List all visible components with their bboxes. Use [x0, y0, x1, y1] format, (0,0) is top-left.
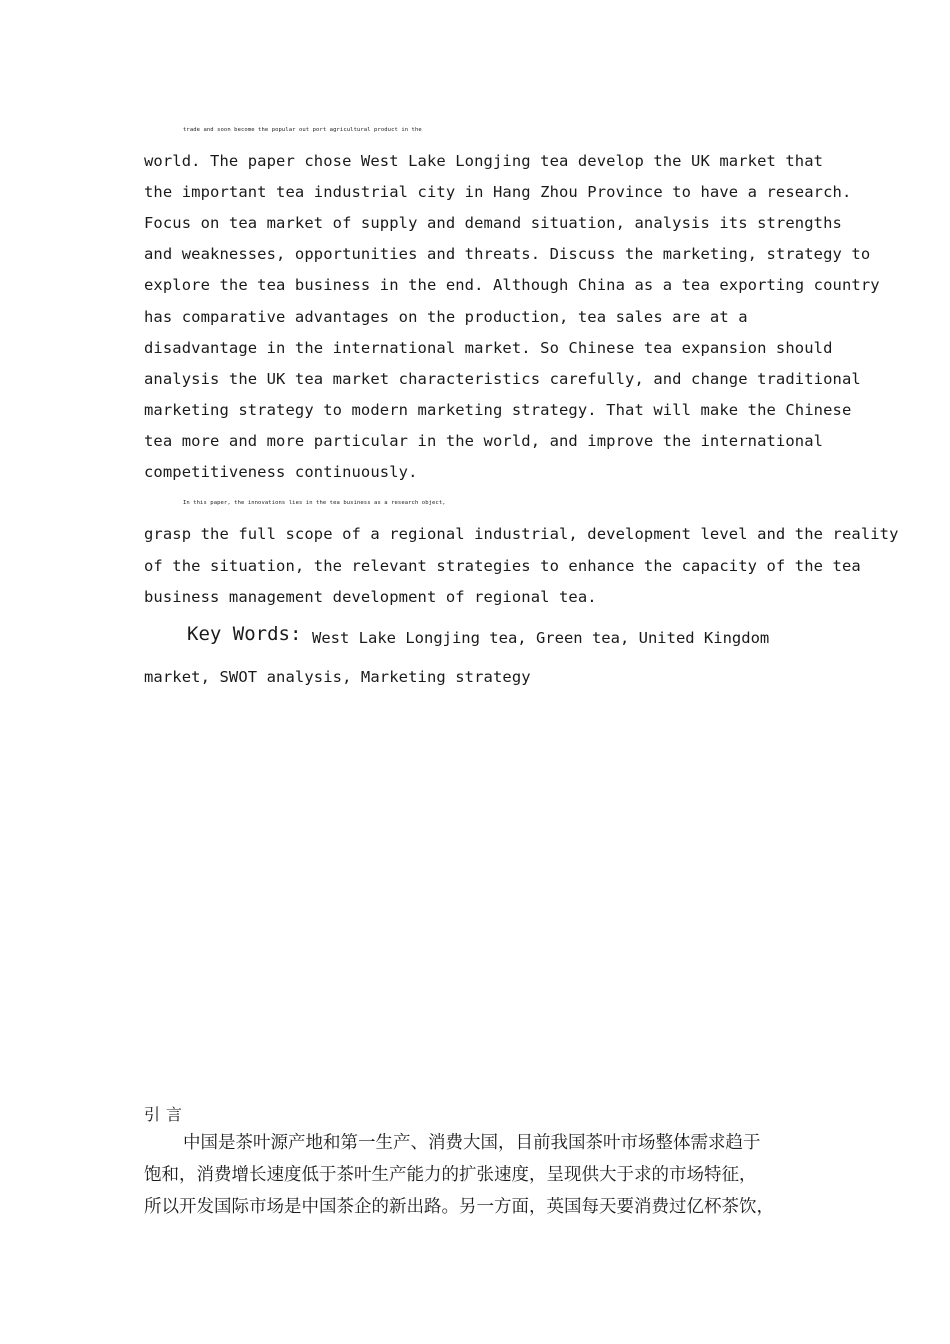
- abstract-line: competitiveness continuously.: [144, 463, 418, 481]
- intro-line: 所以开发国际市场是中国茶企的新出路。另一方面，英国每天要消费过亿杯茶饮，: [144, 1197, 774, 1217]
- abstract-line: of the situation, the relevant strategies to enhance the capacity of the tea: [144, 557, 861, 575]
- intro-heading: 引言: [144, 1105, 189, 1124]
- abstract-line: Focus on tea market of supply and demand situation, analysis its strengths: [144, 214, 842, 232]
- abstract-line: and weaknesses, opportunities and threats. Discuss the marketing, strategy to: [144, 245, 871, 263]
- keywords-text: West Lake Longjing tea, Green tea, United Kingdom: [312, 629, 770, 647]
- abstract-line: In this paper, the innovations lies in the tea business as a research object,: [183, 500, 446, 506]
- abstract-line: the important tea industrial city in Hang Zhou Province to have a research.: [144, 183, 852, 201]
- abstract-line: grasp the full scope of a regional industrial, development level and the reality: [144, 525, 899, 543]
- keywords-text: market, SWOT analysis, Marketing strategy: [144, 668, 531, 686]
- abstract-line: marketing strategy to modern marketing strategy. That will make the Chinese: [144, 401, 852, 419]
- intro-line: 中国是茶叶源产地和第一生产、消费大国，目前我国茶叶市场整体需求趋于: [183, 1133, 761, 1153]
- abstract-line: explore the tea business in the end. Although China as a tea exporting country: [144, 276, 880, 294]
- abstract-line: has comparative advantages on the production, tea sales are at a: [144, 308, 748, 326]
- abstract-line: analysis the UK tea market characteristics carefully, and change traditional: [144, 370, 861, 388]
- abstract-line: world. The paper chose West Lake Longjing tea develop the UK market that: [144, 152, 824, 170]
- abstract-line: tea more and more particular in the world, and improve the international: [144, 432, 824, 450]
- abstract-line: business management development of regional tea.: [144, 588, 597, 606]
- intro-line: 饱和，消费增长速度低于茶叶生产能力的扩张速度，呈现供大于求的市场特征，: [144, 1165, 757, 1185]
- abstract-line: disadvantage in the international market. So Chinese tea expansion should: [144, 339, 833, 357]
- abstract-line: trade and soon become the popular out port agricultural product in the: [183, 127, 422, 133]
- keywords-label: Key Words:: [187, 623, 302, 645]
